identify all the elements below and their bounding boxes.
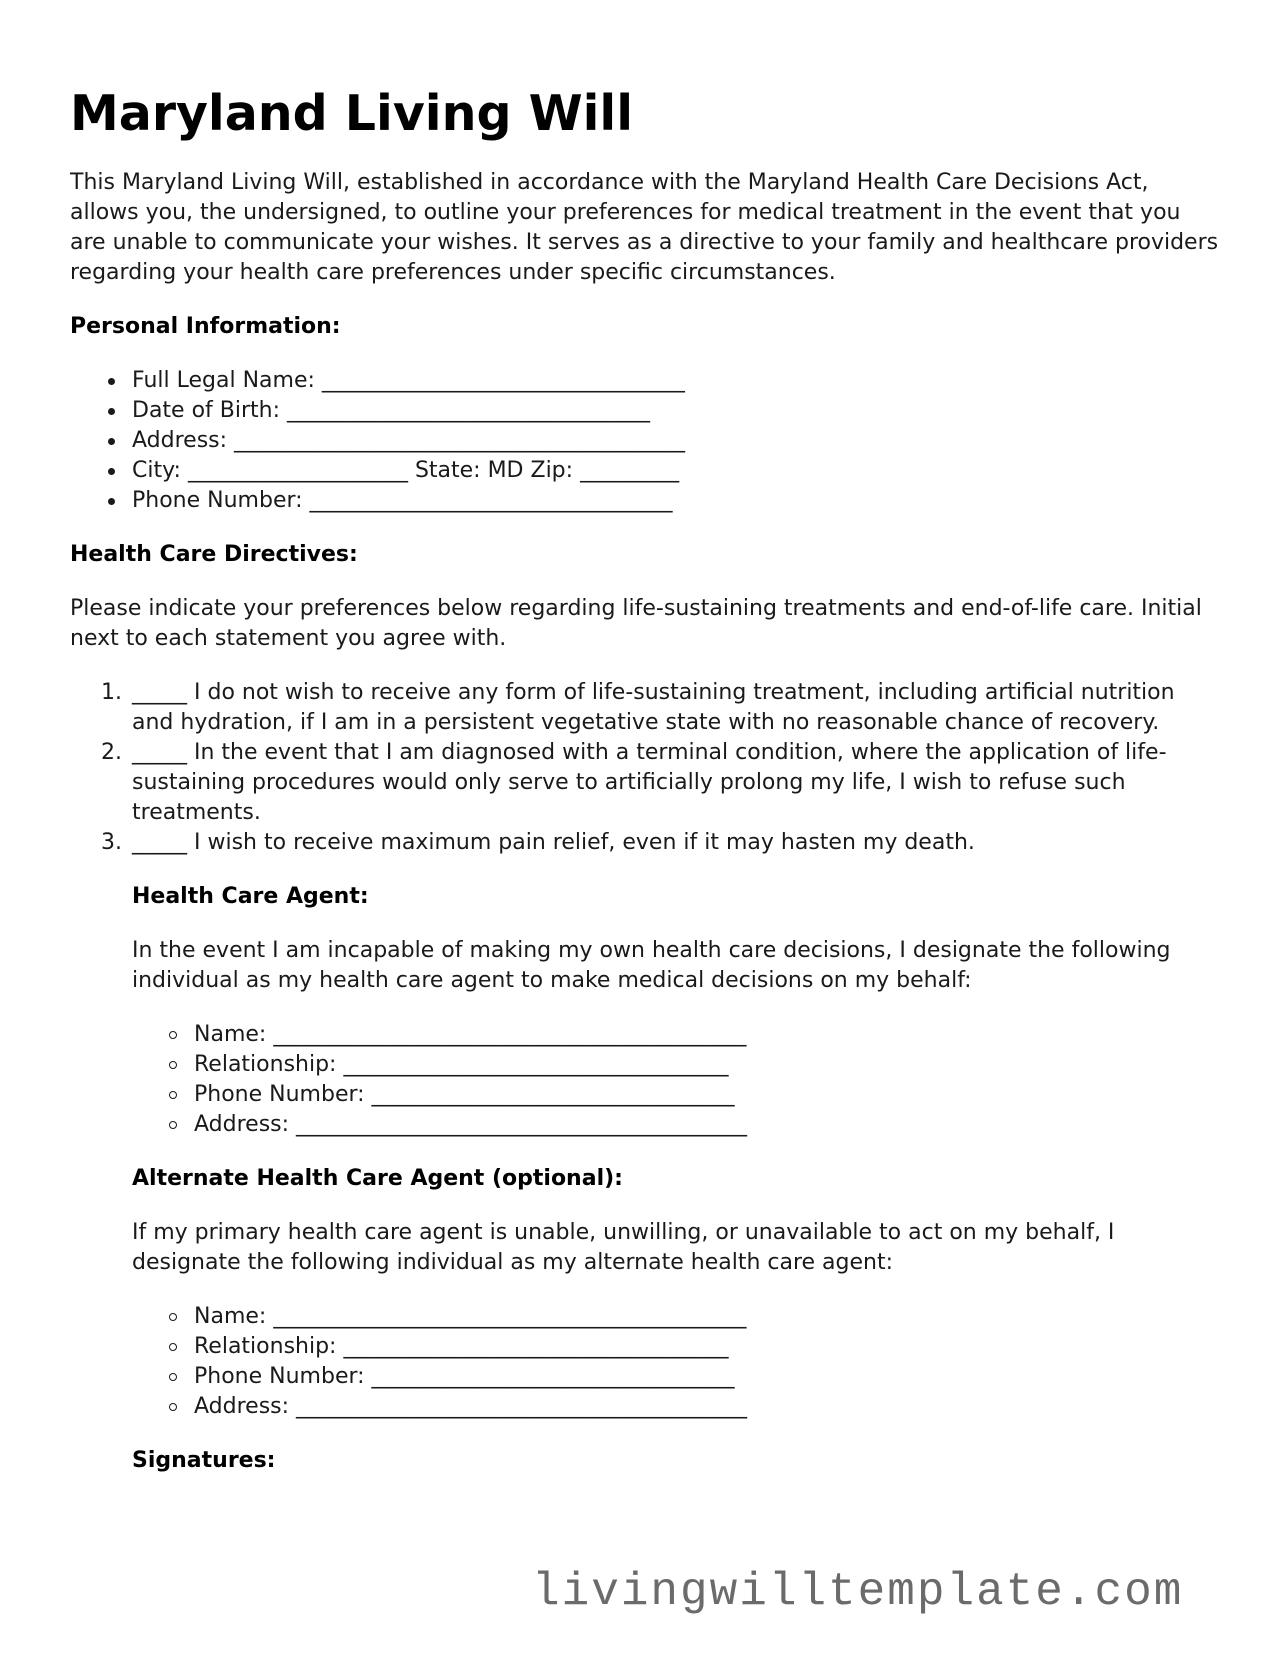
directive-item <box>101 738 1220 828</box>
field-label: Address: <box>132 428 228 453</box>
initial-blank[interactable]: _____ <box>132 740 187 765</box>
state-zip-label: State: MD Zip: <box>414 458 574 483</box>
phone-number-blank[interactable]: _________________________________ <box>309 488 673 513</box>
personal-info-heading: Personal Information: <box>70 314 341 339</box>
alternate-agent-heading: Alternate Health Care Agent (optional): <box>132 1166 623 1191</box>
date-of-birth-blank[interactable]: _________________________________ <box>287 398 651 423</box>
directive-number: 1. <box>101 680 122 705</box>
agent-address-blank[interactable]: _________________________________________ <box>296 1112 748 1137</box>
field-label: Phone Number: <box>194 1082 365 1107</box>
directive-text: I do not wish to receive any form of life-sustaining treatment, including artificial nutrition and hydration, if I am in a persistent vegetative state with no reasonable chance of recovery. <box>132 680 1175 735</box>
alt-agent-relationship-blank[interactable]: ___________________________________ <box>343 1334 729 1359</box>
zip-blank[interactable]: _________ <box>580 458 680 483</box>
field-phone-number <box>132 486 1220 516</box>
agent-field-name <box>194 1020 1220 1050</box>
field-address <box>132 426 1220 456</box>
field-label: Relationship: <box>194 1334 337 1359</box>
personal-info-list <box>70 366 1220 516</box>
document-page <box>70 84 1220 1500</box>
alt-agent-field-name <box>194 1302 1220 1332</box>
document-title: Maryland Living Will <box>70 85 634 142</box>
agent-phone-blank[interactable]: _________________________________ <box>371 1082 735 1107</box>
watermark: livingwilltemplate.com <box>532 1566 1184 1618</box>
field-city-state-zip <box>132 456 1220 486</box>
signatures-heading: Signatures: <box>132 1448 276 1473</box>
alternate-agent-fields <box>132 1302 1220 1422</box>
field-label: Name: <box>194 1304 267 1329</box>
full-legal-name-blank[interactable]: _________________________________ <box>321 368 685 393</box>
directives-list <box>70 678 1220 858</box>
alt-agent-address-blank[interactable]: _________________________________________ <box>296 1394 748 1419</box>
directives-heading: Health Care Directives: <box>70 542 358 567</box>
agent-field-phone <box>194 1080 1220 1110</box>
field-label: Relationship: <box>194 1052 337 1077</box>
field-date-of-birth <box>132 396 1220 426</box>
intro-paragraph: This Maryland Living Will, established in accordance with the Maryland Health Care Decisions Act, allows you, the undersigned, to outline your preferences for medical treatment in the event that you are unable to communicate your wishes. It serves as a directive to your family and healthcare providers regarding your health care preferences under specific circumstances. <box>70 170 1219 285</box>
field-full-legal-name <box>132 366 1220 396</box>
field-label: Address: <box>194 1112 290 1137</box>
alt-agent-field-address <box>194 1392 1220 1422</box>
agent-text: In the event I am incapable of making my own health care decisions, I designate the following individual as my health care agent to make medical decisions on my behalf: <box>132 938 1171 993</box>
directive-text: I wish to receive maximum pain relief, even if it may hasten my death. <box>194 830 975 855</box>
agent-relationship-blank[interactable]: ___________________________________ <box>343 1052 729 1077</box>
agent-field-relationship <box>194 1050 1220 1080</box>
alt-agent-phone-blank[interactable]: _________________________________ <box>371 1364 735 1389</box>
directive-number: 3. <box>101 830 122 855</box>
directive-number: 2. <box>101 740 122 765</box>
alt-agent-field-relationship <box>194 1332 1220 1362</box>
initial-blank[interactable]: _____ <box>132 680 187 705</box>
field-label: Date of Birth: <box>132 398 281 423</box>
city-blank[interactable]: ____________________ <box>187 458 408 483</box>
alternate-agent-text: If my primary health care agent is unable, unwilling, or unavailable to act on my behalf, I designate the following individual as my alternate health care agent: <box>132 1220 1115 1275</box>
directives-instructions: Please indicate your preferences below regarding life-sustaining treatments and end-of-life care. Initial next to each statement you agree with. <box>70 596 1202 651</box>
agent-name-blank[interactable]: ___________________________________________ <box>273 1022 747 1047</box>
field-label: Phone Number: <box>132 488 303 513</box>
agent-field-address <box>194 1110 1220 1140</box>
field-label: Phone Number: <box>194 1364 365 1389</box>
address-blank[interactable]: _________________________________________ <box>234 428 686 453</box>
directive-item <box>101 678 1220 738</box>
field-label: Address: <box>194 1394 290 1419</box>
initial-blank[interactable]: _____ <box>132 830 187 855</box>
agent-section <box>70 882 1220 1476</box>
field-label: City: <box>132 458 181 483</box>
field-label: Name: <box>194 1022 267 1047</box>
directive-item <box>101 828 1220 858</box>
field-label: Full Legal Name: <box>132 368 315 393</box>
alt-agent-name-blank[interactable]: ___________________________________________ <box>273 1304 747 1329</box>
directive-text: In the event that I am diagnosed with a terminal condition, where the application of life-sustaining procedures would only serve to artificially prolong my life, I wish to refuse such treatments. <box>132 740 1167 825</box>
alt-agent-field-phone <box>194 1362 1220 1392</box>
agent-heading: Health Care Agent: <box>132 884 369 909</box>
agent-fields <box>132 1020 1220 1140</box>
